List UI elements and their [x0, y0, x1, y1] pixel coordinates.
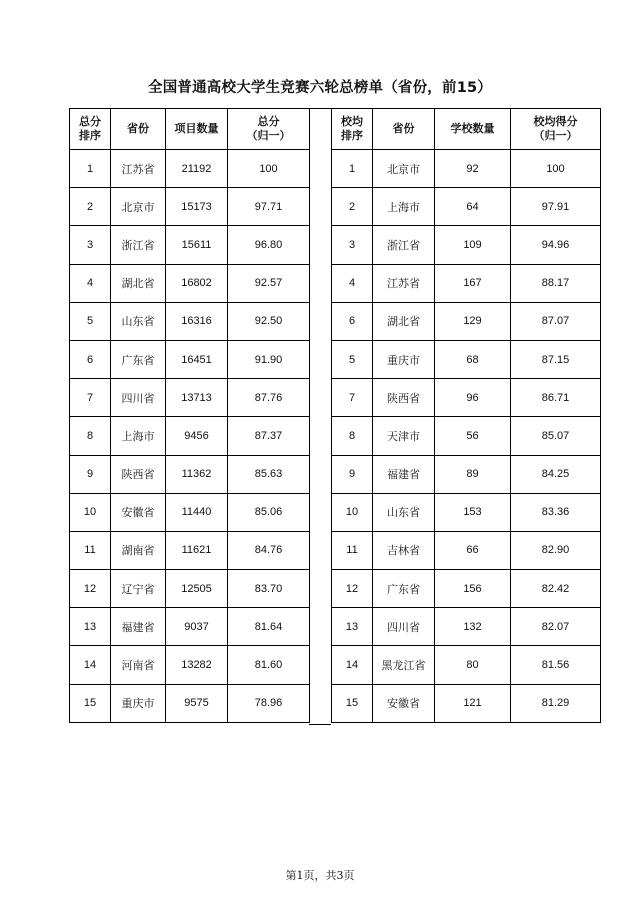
table-row [70, 570, 310, 608]
count-cell: 89 [435, 455, 511, 493]
score-cell: 82.42 [511, 570, 601, 608]
rank-cell: 13 [332, 608, 373, 646]
province-cell: 江苏省 [111, 150, 166, 188]
table-row [332, 531, 601, 569]
count-cell: 16802 [166, 264, 228, 302]
rank-cell: 11 [332, 531, 373, 569]
count-header: 项目数量 [166, 109, 228, 150]
count-cell: 21192 [166, 150, 228, 188]
rank-header: 总分 排序 [70, 109, 111, 150]
page-title: 全国普通高校大学生竞赛六轮总榜单（省份，前15） [148, 80, 492, 96]
score-cell: 82.07 [511, 608, 601, 646]
province-cell: 陕西省 [111, 455, 166, 493]
province-cell: 浙江省 [111, 226, 166, 264]
table-row [332, 150, 601, 188]
rank-cell: 8 [332, 417, 373, 455]
rank-cell: 4 [70, 264, 111, 302]
score-cell: 86.71 [511, 379, 601, 417]
table-header-row [70, 109, 310, 150]
table-row [332, 493, 601, 531]
province-cell: 福建省 [111, 608, 166, 646]
rank-cell: 14 [332, 646, 373, 684]
count-cell: 15173 [166, 188, 228, 226]
table-row [332, 379, 601, 417]
count-cell: 9456 [166, 417, 228, 455]
table-row [70, 226, 310, 264]
score-cell: 87.76 [228, 379, 310, 417]
table-row [70, 684, 310, 722]
count-cell: 68 [435, 340, 511, 378]
table-row [332, 570, 601, 608]
count-cell: 92 [435, 150, 511, 188]
rank-cell: 14 [70, 646, 111, 684]
score-cell: 87.07 [511, 302, 601, 340]
rank-header: 校均 排序 [332, 109, 373, 150]
province-cell: 上海市 [111, 417, 166, 455]
table-row [70, 188, 310, 226]
rank-cell: 12 [332, 570, 373, 608]
score-cell: 83.36 [511, 493, 601, 531]
table-row [332, 226, 601, 264]
province-cell: 福建省 [373, 455, 435, 493]
score-cell: 81.56 [511, 646, 601, 684]
rank-cell: 12 [70, 570, 111, 608]
rank-cell: 15 [70, 684, 111, 722]
count-cell: 96 [435, 379, 511, 417]
score-cell: 94.96 [511, 226, 601, 264]
province-cell: 上海市 [373, 188, 435, 226]
score-header: 总分 （归一） [228, 109, 310, 150]
province-cell: 四川省 [111, 379, 166, 417]
province-cell: 北京市 [373, 150, 435, 188]
table-row [332, 646, 601, 684]
table-row [332, 188, 601, 226]
table-gap-divider [309, 108, 331, 725]
rank-cell: 13 [70, 608, 111, 646]
score-cell: 100 [511, 150, 601, 188]
province-cell: 广东省 [111, 340, 166, 378]
province-cell: 山东省 [111, 302, 166, 340]
score-cell: 92.57 [228, 264, 310, 302]
rank-cell: 9 [70, 455, 111, 493]
count-cell: 16316 [166, 302, 228, 340]
province-header: 省份 [373, 109, 435, 150]
province-cell: 陕西省 [373, 379, 435, 417]
score-cell: 97.91 [511, 188, 601, 226]
score-cell: 84.76 [228, 531, 310, 569]
count-cell: 121 [435, 684, 511, 722]
province-cell: 江苏省 [373, 264, 435, 302]
score-cell: 81.64 [228, 608, 310, 646]
table-row [332, 340, 601, 378]
province-cell: 吉林省 [373, 531, 435, 569]
count-cell: 11621 [166, 531, 228, 569]
count-cell: 9037 [166, 608, 228, 646]
rank-cell: 10 [70, 493, 111, 531]
rank-cell: 2 [70, 188, 111, 226]
province-cell: 安徽省 [111, 493, 166, 531]
table-row [332, 302, 601, 340]
province-cell: 广东省 [373, 570, 435, 608]
score-cell: 87.15 [511, 340, 601, 378]
province-cell: 湖北省 [111, 264, 166, 302]
score-cell: 85.07 [511, 417, 601, 455]
count-cell: 156 [435, 570, 511, 608]
province-header: 省份 [111, 109, 166, 150]
rank-cell: 8 [70, 417, 111, 455]
count-cell: 167 [435, 264, 511, 302]
count-cell: 132 [435, 608, 511, 646]
score-cell: 84.25 [511, 455, 601, 493]
province-cell: 湖南省 [111, 531, 166, 569]
count-cell: 11362 [166, 455, 228, 493]
total-score-ranking-table [69, 108, 310, 723]
rank-cell: 5 [332, 340, 373, 378]
count-cell: 129 [435, 302, 511, 340]
province-cell: 湖北省 [373, 302, 435, 340]
count-cell: 13713 [166, 379, 228, 417]
count-cell: 64 [435, 188, 511, 226]
score-cell: 88.17 [511, 264, 601, 302]
count-cell: 109 [435, 226, 511, 264]
score-cell: 78.96 [228, 684, 310, 722]
rank-cell: 15 [332, 684, 373, 722]
school-average-ranking-table [331, 108, 601, 723]
province-cell: 四川省 [373, 608, 435, 646]
rank-cell: 1 [70, 150, 111, 188]
table-header-row [332, 109, 601, 150]
table-row [332, 264, 601, 302]
count-cell: 9575 [166, 684, 228, 722]
province-cell: 天津市 [373, 417, 435, 455]
score-cell: 81.29 [511, 684, 601, 722]
table-row [70, 455, 310, 493]
province-cell: 北京市 [111, 188, 166, 226]
table-row [70, 264, 310, 302]
page-footer: 第1页，共3页 [285, 869, 355, 882]
rank-cell: 6 [332, 302, 373, 340]
score-cell: 82.90 [511, 531, 601, 569]
score-cell: 97.71 [228, 188, 310, 226]
rank-cell: 1 [332, 150, 373, 188]
count-cell: 12505 [166, 570, 228, 608]
table-row [70, 340, 310, 378]
province-cell: 黑龙江省 [373, 646, 435, 684]
count-cell: 80 [435, 646, 511, 684]
province-cell: 山东省 [373, 493, 435, 531]
table-row [70, 302, 310, 340]
rank-cell: 7 [70, 379, 111, 417]
count-cell: 11440 [166, 493, 228, 531]
count-cell: 153 [435, 493, 511, 531]
score-cell: 92.50 [228, 302, 310, 340]
province-cell: 重庆市 [111, 684, 166, 722]
score-cell: 85.06 [228, 493, 310, 531]
table-row [332, 684, 601, 722]
table-row [332, 608, 601, 646]
score-cell: 91.90 [228, 340, 310, 378]
table-row [70, 608, 310, 646]
score-cell: 83.70 [228, 570, 310, 608]
count-cell: 56 [435, 417, 511, 455]
score-cell: 96.80 [228, 226, 310, 264]
count-cell: 15611 [166, 226, 228, 264]
rank-cell: 6 [70, 340, 111, 378]
score-cell: 81.60 [228, 646, 310, 684]
rank-cell: 2 [332, 188, 373, 226]
rank-cell: 3 [332, 226, 373, 264]
rank-cell: 11 [70, 531, 111, 569]
province-cell: 浙江省 [373, 226, 435, 264]
rank-cell: 4 [332, 264, 373, 302]
score-cell: 87.37 [228, 417, 310, 455]
table-row [70, 531, 310, 569]
province-cell: 安徽省 [373, 684, 435, 722]
table-row [70, 493, 310, 531]
score-cell: 85.63 [228, 455, 310, 493]
province-cell: 重庆市 [373, 340, 435, 378]
rank-cell: 10 [332, 493, 373, 531]
count-cell: 13282 [166, 646, 228, 684]
rank-cell: 5 [70, 302, 111, 340]
count-header: 学校数量 [435, 109, 511, 150]
table-row [332, 455, 601, 493]
province-cell: 辽宁省 [111, 570, 166, 608]
count-cell: 16451 [166, 340, 228, 378]
score-header: 校均得分 （归一） [511, 109, 601, 150]
table-row [70, 417, 310, 455]
table-row [70, 379, 310, 417]
count-cell: 66 [435, 531, 511, 569]
rank-cell: 9 [332, 455, 373, 493]
score-cell: 100 [228, 150, 310, 188]
rank-cell: 7 [332, 379, 373, 417]
table-row [332, 417, 601, 455]
table-row [70, 150, 310, 188]
rank-cell: 3 [70, 226, 111, 264]
province-cell: 河南省 [111, 646, 166, 684]
table-row [70, 646, 310, 684]
